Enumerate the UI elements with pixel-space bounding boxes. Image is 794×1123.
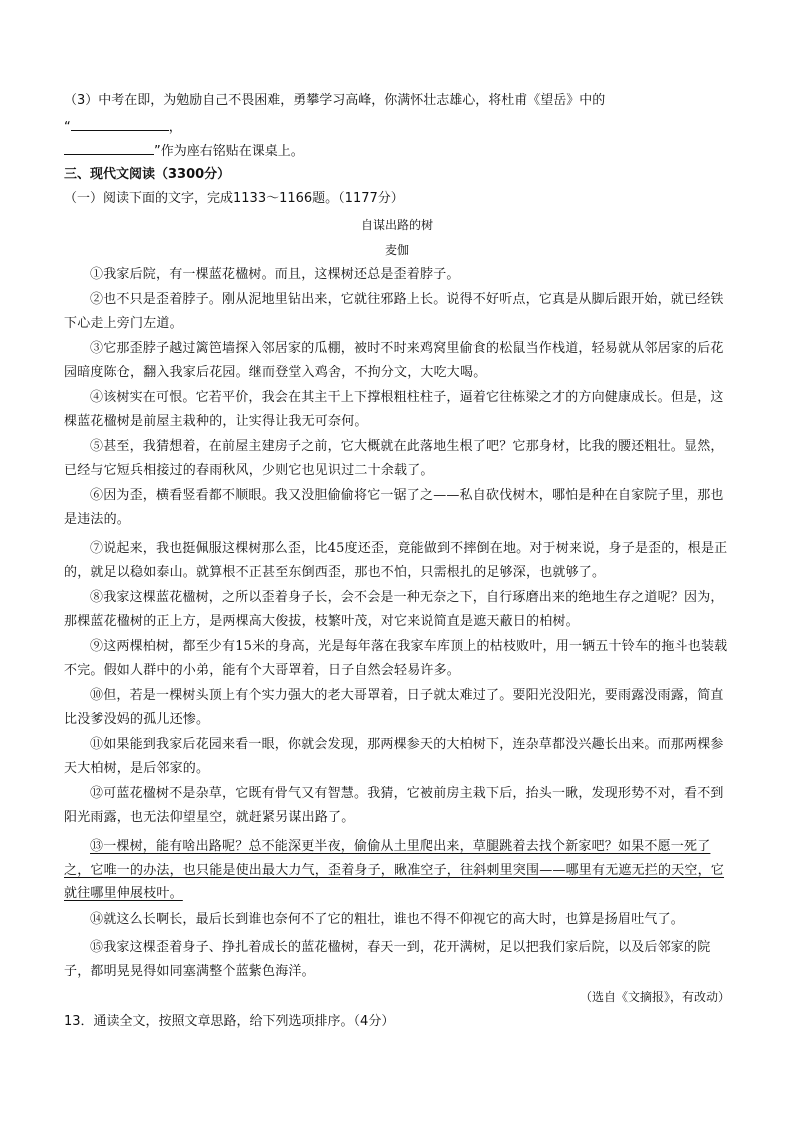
paragraph-9: ⑨这两棵柏树，都至少有15米的身高，光是每年落在我家车库顶上的枯枝败叶，用一辆五十铃车的拖斗也装载不完。假如人群中的小弟，能有个大哥罩着，日子自然会轻易许多。: [64, 639, 728, 678]
article-title: 自谋出路的树: [360, 218, 433, 232]
article-author: 麦伽: [384, 243, 409, 257]
paragraph-8: ⑧我家这棵蓝花楹树，之所以歪着身子长，会不会是一种无奈之下，自行琢磨出来的绝地生存之道呢？因为，那棵蓝花楹树的正上方，是两棵高大俊拔，枝繁叶茂，对它来说简直是遮天蔽日的柏树。: [64, 590, 724, 629]
paragraph-10: ⑩但，若是一棵树头顶上有个实力强大的老大哥罩着，日子就太难过了。要阳光没阳光，要雨露没雨露，简直比没爹没妈的孤儿还惨。: [64, 688, 724, 727]
q3-line2: [64, 118, 730, 137]
paragraph-13-underlined: ⑬一棵树，能有啥出路呢？总不能深更半夜，偷偷从土里爬出来，草腿跳着去找个新家吧？如果不愿一死了之，它唯一的办法，也只能是使出最大力气，歪着身子，瞅准空子，往斜刺里突围——哪里有无遮无拦的天空，它就往哪里伸展枝叶。: [64, 839, 725, 901]
q3-line3-tail: ”作为座右铭贴在课桌上。: [154, 144, 304, 159]
paragraph-5: ⑤甚至，我猜想着，在前屋主建房子之前，它大概就在此落地生根了吧？它那身材，比我的腰还粗壮。显然，已经与它短兵相接过的春雨秋风，少则它也见识过二十余载了。: [64, 439, 724, 478]
quote-open: “: [64, 120, 71, 135]
answer-blank-2[interactable]: [64, 142, 154, 155]
sub-title: （一）阅读下面的文字，完成1133～1166题。（1177分）: [64, 191, 404, 206]
paragraph-3: ③它那歪脖子越过篱笆墙探入邻居家的瓜棚，被时不时来鸡窝里偷食的松鼠当作栈道，轻易就从邻居家的后花园暗度陈仓，翻入我家后花园。继而登堂入鸡舍，不拘分文，大吃大喝。: [64, 341, 724, 380]
paragraph-14: ⑭就这么长啊长，最后长到谁也奈何不了它的粗壮，谁也不得不仰视它的高大时，也算是扬眉吐气了。: [90, 912, 685, 927]
paragraph-15: ⑮我家这棵歪着身子、挣扎着成长的蓝花楹树，春天一到，花开满树，足以把我们家后院，以及后邻家的院子，都明晃晃得如同塞满整个蓝紫色海洋。: [64, 940, 711, 979]
answer-blank-1[interactable]: [71, 118, 169, 131]
paragraph-13: [64, 835, 730, 906]
paragraph-7: ⑦说起来，我也挺佩服这棵树那么歪，比45度还歪，竟能做到不摔倒在地。对于树来说，身子是歪的，根是正的，就足以稳如泰山。就算根不正甚至东倒西歪，那也不怕，只需根扎的足够深，也就够了。: [64, 541, 728, 580]
paragraph-12: ⑫可蓝花楹树不是杂草，它既有骨气又有智慧。我猜，它被前房主栽下后，抬头一瞅，发现形势不对，看不到阳光雨露，也无法仰望星空，就赶紧另谋出路了。: [64, 786, 724, 825]
paragraph-4: ④该树实在可恨。它若平价，我会在其主干上下撑根粗柱柱子，逼着它往栋梁之才的方向健康成长。但是，这棵蓝花楹树是前屋主栽种的，让实得让我无可奈何。: [64, 390, 724, 429]
paragraph-11: ⑪如果能到我家后花园来看一眼，你就会发现，那两棵参天的大柏树下，连杂草都没兴趣长出来。而那两棵参天大柏树，是后邻家的。: [64, 737, 724, 776]
question-13: 13．通读全文，按照文章思路，给下列选项排序。（4分）: [64, 1014, 395, 1029]
paragraph-2: ②也不只是歪着脖子。刚从泥地里钻出来，它就往邪路上长。说得不好听点，它真是从脚后跟开始，就已经铁下心走上旁门左道。: [64, 292, 724, 331]
comma: ，: [168, 120, 182, 135]
q3-line3: [64, 142, 730, 161]
section-title: 三、现代文阅读（3300分）: [64, 167, 231, 182]
q3-line1: （3）中考在即，为勉励自己不畏困难，勇攀学习高峰，你满怀壮志雄心，将杜甫《望岳》中的: [64, 93, 606, 108]
paragraph-6: ⑥因为歪，横看竖看都不顺眼。我又没胆偷偷将它一锯了之——私自砍伐树木，哪怕是种在自家院子里，那也是违法的。: [64, 488, 724, 527]
paragraph-1: ①我家后院，有一棵蓝花楹树。而且，这棵树还总是歪着脖子。: [90, 267, 460, 282]
article-source: （选自《文摘报》，有改动）: [579, 990, 730, 1004]
